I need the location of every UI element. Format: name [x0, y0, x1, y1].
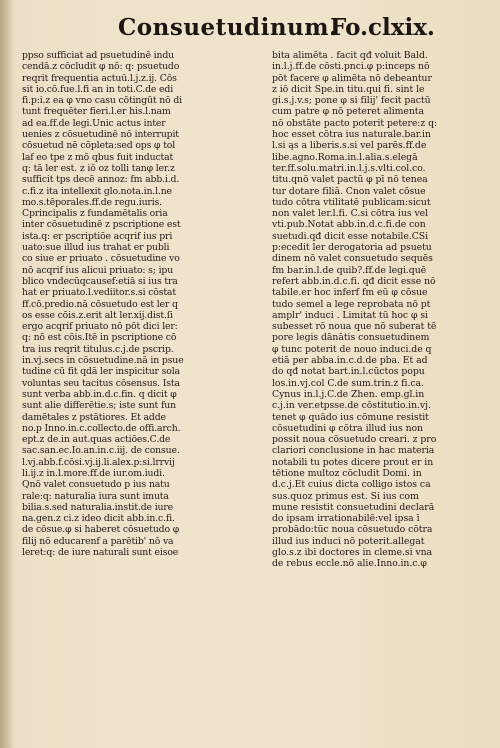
text-line: l.vj.abb.f.cōsi.vj.ij.li.alex.p:si.lrrvij [22, 456, 175, 468]
text-line: hoc esset cōtra ius naturale.bar.in [272, 129, 431, 141]
folio-number: Fo.clxix. [330, 14, 435, 41]
text-line: titu.qnō valet pactū φ pī nō tenea [272, 174, 428, 186]
page-header [0, 8, 500, 50]
text-line: q: nō est cōis.Itē in pscriptione cō [22, 332, 177, 344]
text-line: cōsuetud nē cōpleta:sed ops φ tol [22, 140, 176, 152]
text-line: reqrit frequentia actuū.l.j.z.ij. Cōs [22, 72, 177, 84]
text-line: notabili tu potes dicere prout er in [272, 456, 434, 468]
text-line: clariori conclusione in hac materia [272, 445, 435, 457]
text-line: blico vndecūqcausef:etiā si ius tra [22, 275, 178, 287]
text-line: vti.pub.Notat abb.in.d.c.fi.de con [272, 219, 426, 231]
gutter-shadow [0, 0, 14, 748]
text-line: cōsuetudini φ cōtra illud ius non [272, 422, 424, 434]
text-line: tra ius reqrit titulus.c.j.de pscrip. [22, 343, 174, 355]
text-line: subesset rō noua que nō suberat tē [272, 321, 437, 333]
text-line: sufficit tps decē annoz: fm abb.i.d. [22, 174, 180, 186]
text-line: damētales z pstātiores. Et adde [22, 411, 166, 423]
text-line: φ tunc poterit de nouo induci.de q [272, 343, 432, 355]
text-line: ista.q: er pscriptiōe acqrif ius pri [22, 230, 173, 242]
left-column [22, 50, 222, 558]
text-line: tudo cōtra vtilitatē publicam:sicut [272, 196, 431, 208]
text-line: nō acqrif ius alicui priuato: s; ipu [22, 264, 174, 276]
text-line: amplr' induci . Limitat tū hoc φ si [272, 309, 428, 321]
text-line: uenies z cōsuetudinē nō interrupit [22, 129, 179, 141]
text-line: dinem nō valet consuetudo sequēs [272, 253, 433, 265]
text-line: pōt facere φ alimēta nō debeantur [272, 72, 432, 84]
text-line: nō obstāte pacto poterit petere:z q: [272, 117, 438, 129]
text-line: glo.s.z ibi doctores in cleme.si vna [272, 547, 433, 559]
text-line: ppso sufficiat ad psuetudinē indu [22, 50, 174, 61]
text-line: co siue er priuato . cōsuetudine vo [22, 253, 180, 265]
text-line: no.p Inno.in.c.collecto.de offi.arch. [22, 422, 181, 434]
text-line: ter.ff.solu.matri.in.l.j.s.vlti.col.co. [272, 162, 426, 174]
text-line: tudine cū fit qdā ler inspicitur sola [22, 366, 180, 378]
text-line: z iō dicit Spe.in titu.qui fi. sint le [272, 83, 425, 95]
text-line: na.gen.z ci.z ideo dicit abb.in.c.fi. [22, 513, 175, 525]
text-line: os esse cōis.z.erit alt ler.xij.dist.ſi [22, 309, 173, 321]
text-line: de cōsue.φ si haberet cōsuetudo φ [22, 524, 180, 536]
text-line: mo.s.tēporales.ff.de regu.iuris. [22, 196, 162, 208]
text-line: sunt alie differētie.s; iste sunt fun [22, 400, 176, 412]
text-line: q: tā ler est. z iō oz tolli tanφ ler.z [22, 162, 175, 174]
text-line: Cynus in.l.j.C.de Zhen. emp.gl.in [272, 388, 425, 400]
text-line: inter cōsuetudinē z pscriptione est [22, 219, 181, 231]
text-line: suetudi.qđ dicit esse notabile.CSi [272, 230, 428, 242]
text-line: fi.p:i.z ea φ vno casu cōtingūt nō di [22, 95, 183, 107]
text-line: c.fi.z ita intellexit glo.nota.in.l.ne [22, 185, 172, 197]
text-line: tabile.er hoc inferf fm eū φ cōsue [272, 287, 428, 299]
text-line: non valet ler.l.fi. C.si cōtra ius vel [272, 208, 429, 220]
text-line: hat er priuato.l.vediitor.s.si cōstat [22, 287, 176, 299]
text-line: ept.z de.in aut.quas actiōes.C.de [22, 434, 171, 446]
text-line: tētione multoz cōcludit Domi. in [272, 467, 422, 479]
running-head: Consuetudinum. [118, 14, 338, 41]
text-line: sac.san.ec.Io.an.in.c.iij. de consue. [22, 445, 180, 457]
text-line: tur dotare filiā. Cnon valet cōsue [272, 185, 426, 197]
text-line: etiā per abba.in.c.d.de pba. Et ad [272, 355, 428, 367]
text-line: ergo acqrif priuato nō pōt dici ler: [22, 321, 178, 333]
text-line: d.c.j.Et cuius dicta colligo istos ca [272, 479, 431, 491]
text-line: filij nō educarenf a parētib' nō va [22, 535, 174, 547]
text-line: in.vj.secs in cōsuetudine.nā in psue [22, 355, 184, 367]
text-line: tudo semel a lege reprobata nō pt [272, 298, 431, 310]
text-line: sus.quoz primus est. Si ius com [272, 490, 419, 502]
text-line: Cprincipalis z fundamētalis oria [22, 208, 168, 220]
text-line: do ipsam irrationabilē:vel ipsa ī [272, 513, 420, 525]
text-line: voluntas seu tacitus cōsensus. Ista [22, 377, 180, 389]
text-line: ff.cō.predio.nā cōsuetudo est ler q [22, 298, 178, 310]
text-line: cendā.z cōcludit φ nō: q: psuetudo [22, 61, 180, 73]
text-line: tenet φ quādo ius cōmune resistit [272, 411, 429, 423]
text-line: laf eo tpe z mō qbus fuit inductat [22, 151, 174, 163]
text-line: possit noua cōsuetudo creari. z pro [272, 434, 437, 446]
text-line: de rebus eccle.nō alie.Inno.in.c.φ [272, 558, 427, 570]
text-line: sunt verba abb.in.d.c.fin. q dicit φ [22, 388, 177, 400]
text-line: refert abb.in.d.c.fi. qđ dicit esse nō [272, 275, 436, 287]
text-line: sit io.cō.fue.l.fi an in toti.C.de edi [22, 83, 174, 95]
text-line: gi.s.j.v.s; pone φ si filij' fecit pactū [272, 95, 431, 107]
text-line: rale:q: naturalia iura sunt imuta [22, 490, 169, 502]
right-column [272, 50, 472, 570]
text-line: bita alimēta . facit qđ voluit Bald. [272, 50, 428, 61]
text-line: l.si ąs a liberis.s.si vel parēs.ff.de [272, 140, 427, 152]
text-line: leret:q: de iure naturali sunt eisoe [22, 547, 179, 559]
text-line: probādo:tūc noua cōsuetudo cōtra [272, 524, 433, 536]
text-line: illud ius induci nō poterit.allegat [272, 535, 425, 547]
text-line: bilia.s.sed naturalia.instit.de iure [22, 501, 174, 513]
text-line: in.l.j.ff.de cōsti.pnci.φ p:inceps nō [272, 61, 430, 73]
text-line: libe.agno.Roma.in.l.alia.s.elegā [272, 151, 418, 163]
text-line: fm bar.in.l.de quib?.ff.de legi.quē [272, 264, 427, 276]
text-line: pore legis dānātis consuetudinem [272, 332, 430, 344]
text-line: los.in.vj.col C.de sum.trin.z fi.ca. [272, 377, 424, 389]
text-line: p:ecedit ler derogatoria ad psuetu [272, 242, 432, 254]
text-line: c.j.in ver.etpsse.de cōstitutio.in.vj. [272, 400, 431, 412]
text-line: cum patre φ nō peteret alimenta [272, 106, 424, 118]
text-line: Qnō valet consuetudo p ius natu [22, 479, 170, 491]
text-line: do qđ notat bart.in.l.cūctos popu [272, 366, 425, 378]
text-line: mune resistit consuetudini declarā [272, 501, 435, 513]
text-line: uato:sue illud ius trahat er publi [22, 242, 170, 254]
text-line: li.ij.z in.l.more.ff.de iur.om.iudi. [22, 467, 165, 479]
text-line: ad ea.ff.de legi.Unic actus inter [22, 117, 166, 129]
text-line: tunt frequēter fieri.l.er his.l.nam [22, 106, 171, 118]
